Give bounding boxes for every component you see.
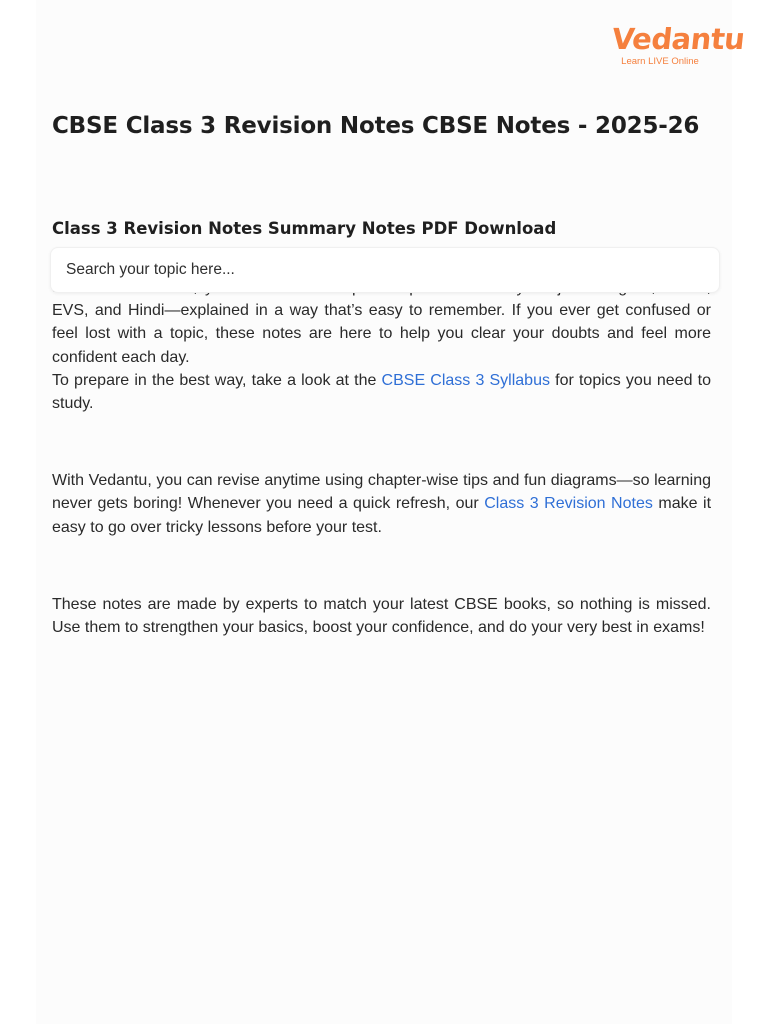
section-heading: Class 3 Revision Notes Summary Notes PDF Download (52, 219, 557, 238)
search-input[interactable] (51, 248, 719, 292)
intro-content (52, 276, 711, 639)
paragraph-vedantu (52, 469, 711, 539)
logo-wordmark: Vedantu (610, 22, 747, 56)
spacer (52, 539, 711, 593)
logo-tagline: Learn LIVE Online (621, 56, 699, 67)
paragraph-text: for topics you need to study. (52, 371, 711, 413)
paragraph-subjects: EVS, and Hindi—explained in a way that’s easy to remember. If you ever get confused or feel lost with a topic, these notes are here to help you clear your doubts and feel more confident each day. (52, 302, 711, 366)
paragraph-text: To prepare in the best way, take a look at the (52, 371, 382, 389)
spacer (52, 415, 711, 469)
search-box[interactable] (50, 247, 720, 293)
page-title: CBSE Class 3 Revision Notes CBSE Notes - 2025-26 (52, 113, 700, 139)
paragraph-syllabus (52, 369, 711, 415)
class-3-revision-notes-link[interactable]: Class 3 Revision Notes (484, 495, 653, 513)
paragraph-text: make it easy to go over tricky lessons before your test. (52, 495, 712, 536)
paragraph-experts: These notes are made by experts to match your latest CBSE books, so nothing is missed. Use them to strengthen your basics, boost your confidence, and do your very best in exams! (52, 595, 711, 637)
cbse-class-3-syllabus-link[interactable]: CBSE Class 3 Syllabus (381, 371, 550, 389)
paragraph-text: With Vedantu, you can revise anytime using chapter-wise tips and fun diagrams—so learning never gets boring! Whenever you need a quick refresh, our (52, 472, 711, 513)
vedantu-logo[interactable] (610, 22, 747, 74)
